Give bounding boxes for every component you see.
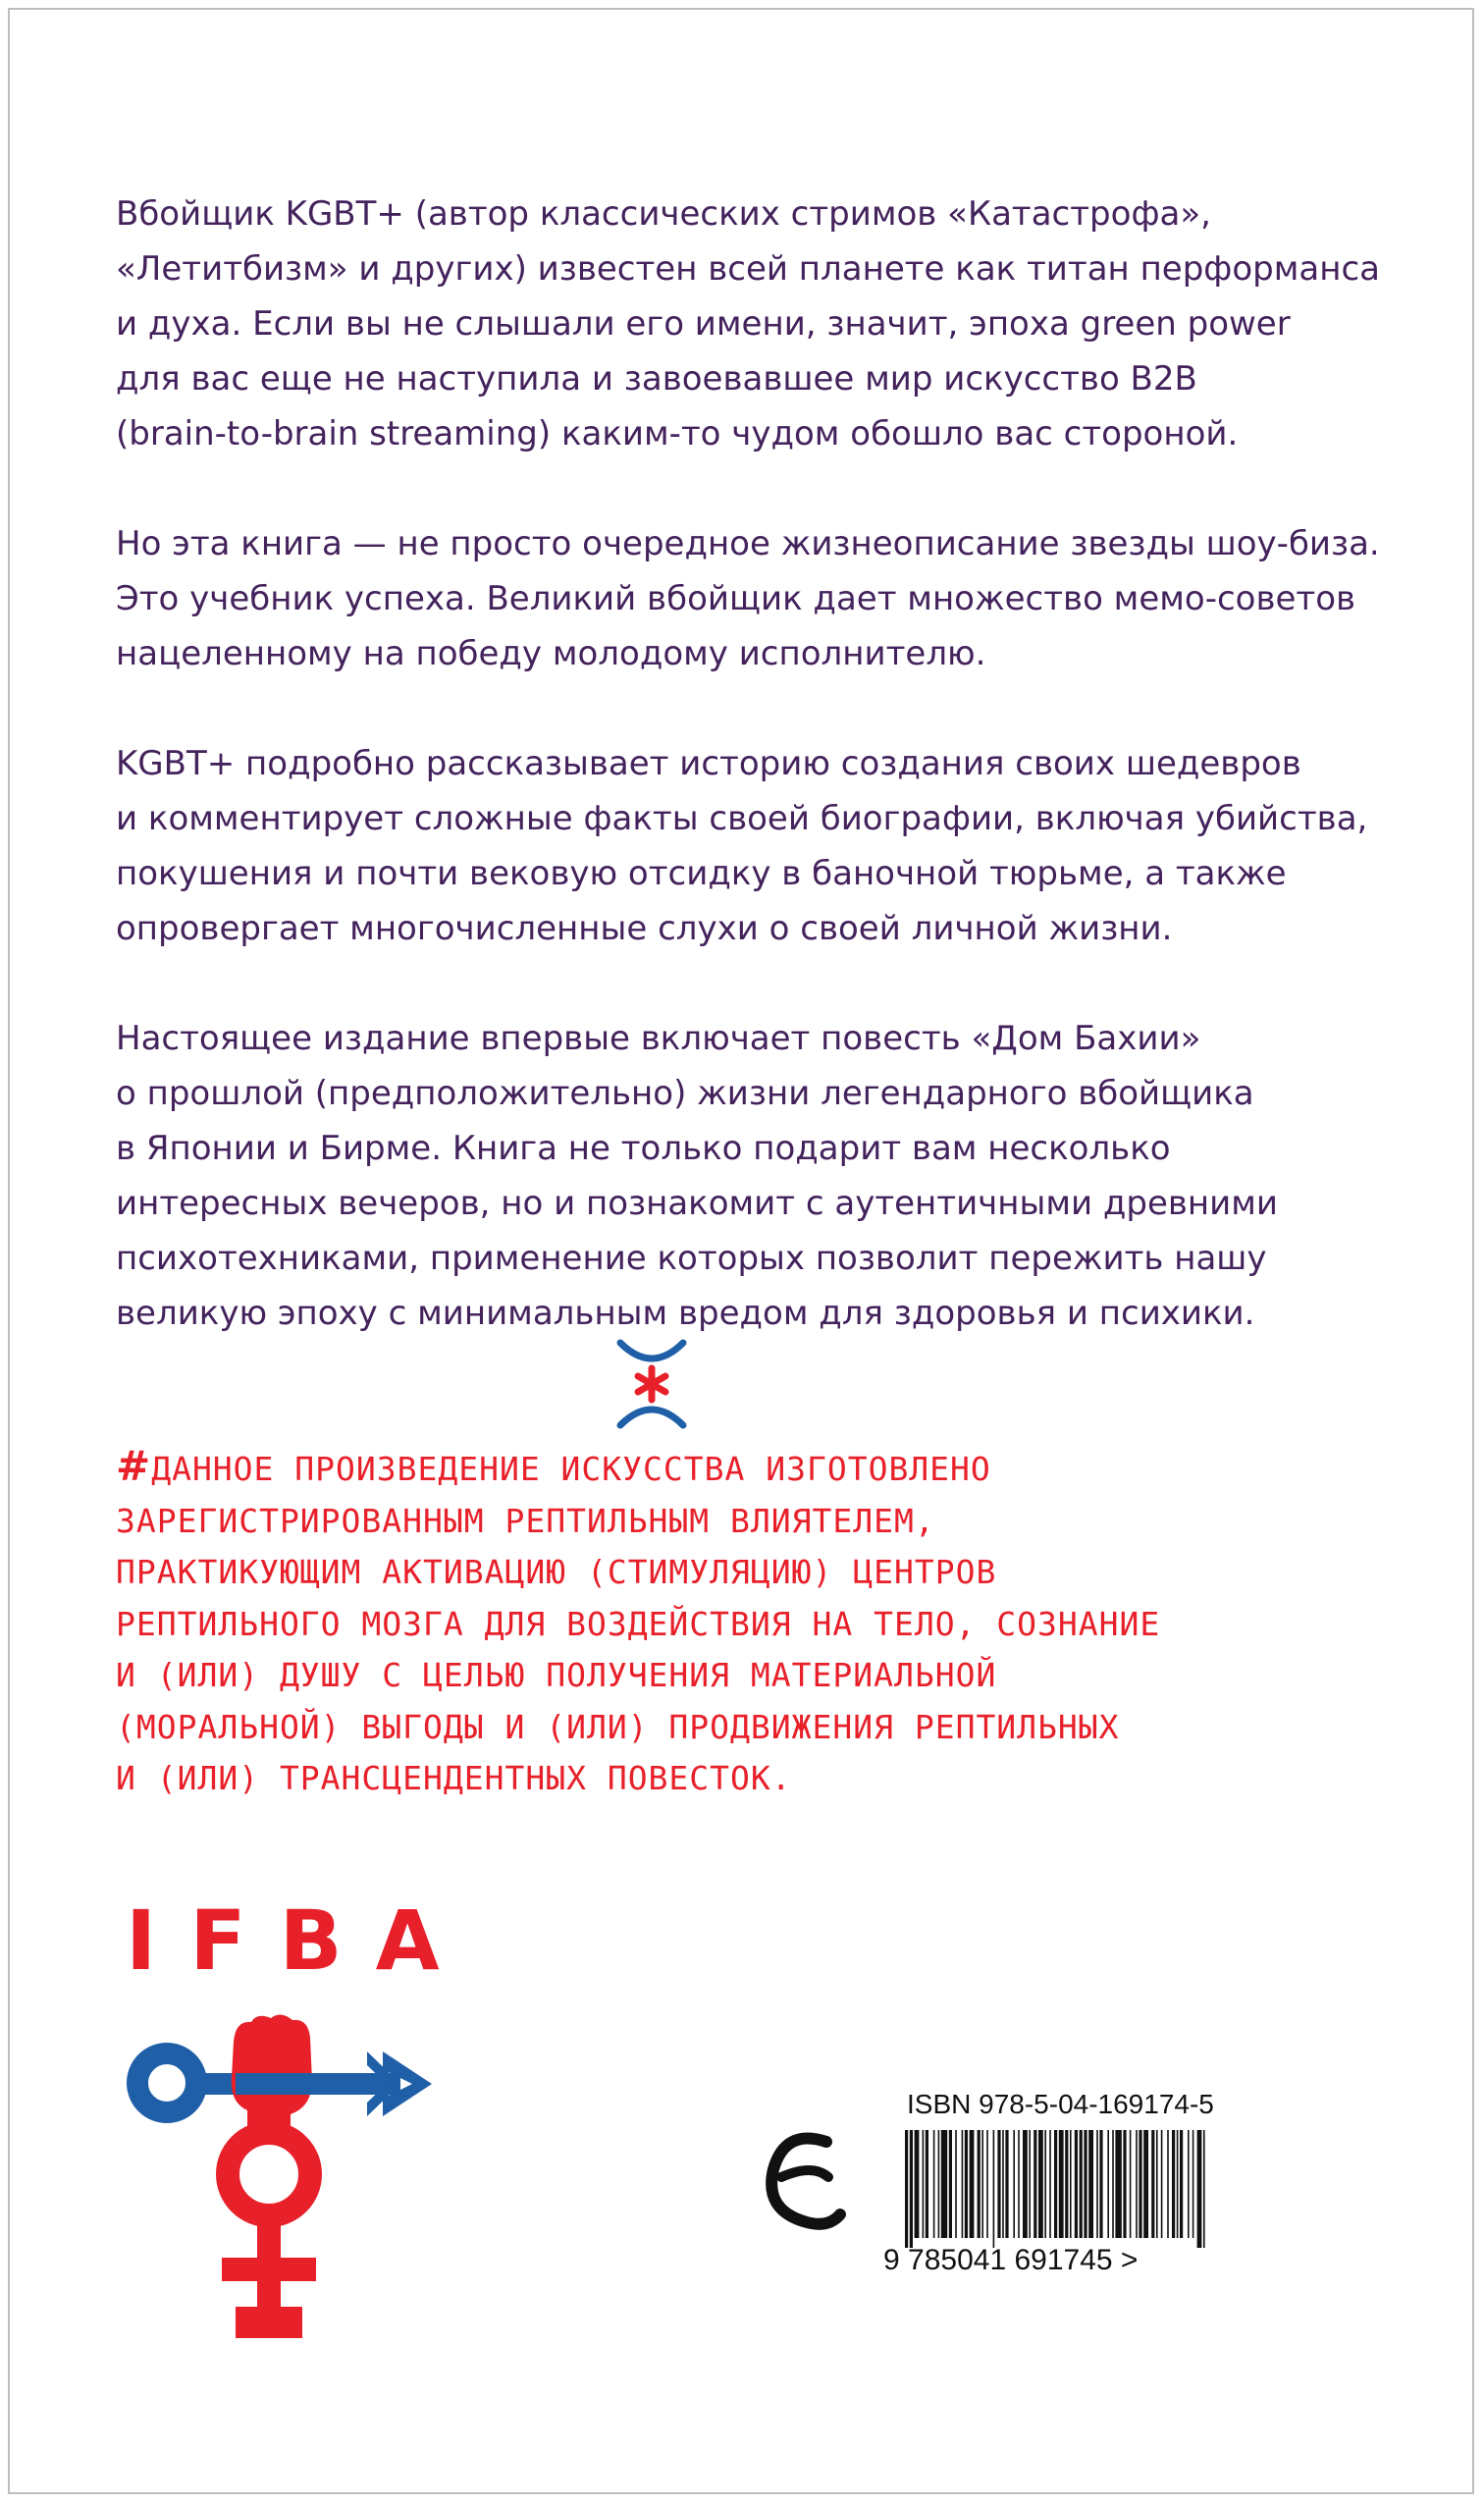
warning-line: И (ИЛИ) ТРАНСЦЕНДЕНТНЫХ ПОВЕСТОК. bbox=[116, 1759, 792, 1797]
hash-icon: # bbox=[116, 1442, 152, 1490]
warning-line: ПРАКТИКУЮЩИМ АКТИВАЦИЮ (СТИМУЛЯЦИЮ) ЦЕНТРОВ bbox=[116, 1553, 997, 1591]
warning-line: РЕПТИЛЬНОГО МОЗГА ДЛЯ ВОЗДЕЙСТВИЯ НА ТЕЛО, СОЗНАНИЕ bbox=[116, 1604, 1161, 1643]
blurb-line: KGBT+ подробно рассказывает историю создания своих шедевров bbox=[116, 744, 1301, 783]
warning-line-1 bbox=[116, 1441, 1411, 1496]
isbn-label: ISBN 978-5-04-169174-5 bbox=[907, 2089, 1214, 2119]
blurb-line: в Японии и Бирме. Книга не только подарит вам несколько bbox=[116, 1129, 1171, 1168]
blurb-line: нацеленному на победу молодому исполнителю. bbox=[116, 634, 986, 673]
blurb-line: покушения и почти вековую отсидку в баночной тюрьме, а также bbox=[116, 854, 1287, 893]
blurb-line: психотехниками, применение которых позволит пережить нашу bbox=[116, 1239, 1267, 1278]
blurb-text bbox=[116, 186, 1392, 1396]
warning-line: И (ИЛИ) ДУШУ С ЦЕЛЬЮ ПОЛУЧЕНИЯ МАТЕРИАЛЬНОЙ bbox=[116, 1656, 997, 1694]
blurb-line: и комментирует сложные факты своей биографии, включая убийства, bbox=[116, 799, 1368, 838]
blurb-paragraph-3 bbox=[116, 736, 1392, 956]
blurb-line: опровергает многочисленные слухи о своей личной жизни. bbox=[116, 909, 1173, 948]
publisher-logo-icon bbox=[758, 2120, 846, 2238]
blurb-line: Настоящее издание впервые включает повесть «Дом Бахии» bbox=[116, 1019, 1201, 1058]
blurb-line: Это учебник успеха. Великий вбойщик дает множество мемо-советов bbox=[116, 579, 1356, 618]
blurb-line: и духа. Если вы не слышали его имени, значит, эпоха green power bbox=[116, 304, 1291, 344]
blurb-line: Вбойщик KGBT+ (автор классических стримов «Катастрофа», bbox=[116, 194, 1211, 234]
blurb-paragraph-2 bbox=[116, 516, 1392, 681]
barcode-digits: 9 785041 691745 > bbox=[883, 2244, 1139, 2276]
blurb-line: для вас еще не наступила и завоевавшее мир искусство B2B bbox=[116, 359, 1197, 399]
blurb-line: Но эта книга — не просто очередное жизнеописание звезды шоу-биза. bbox=[116, 524, 1380, 563]
ifba-logo-text: IFBA bbox=[126, 1892, 473, 1989]
blurb-paragraph-4 bbox=[116, 1011, 1392, 1341]
blurb-line: (brain-to-brain streaming) каким-то чудом обошло вас стороной. bbox=[116, 414, 1239, 453]
ifba-key-fist-icon bbox=[126, 2012, 440, 2346]
ornament-asterisk-icon bbox=[614, 1335, 689, 1433]
barcode-icon bbox=[905, 2130, 1209, 2248]
blurb-line: «Летитбизм» и других) известен всей планете как титан перформанса bbox=[116, 249, 1380, 289]
blurb-line: о прошлой (предположительно) жизни легендарного вбойщика bbox=[116, 1074, 1254, 1113]
warning-line: ДАННОЕ ПРОИЗВЕДЕНИЕ ИСКУССТВА ИЗГОТОВЛЕНО bbox=[151, 1450, 991, 1488]
reptile-warning-notice bbox=[116, 1441, 1411, 1805]
blurb-paragraph-1 bbox=[116, 186, 1392, 461]
warning-line: ЗАРЕГИСТРИРОВАННЫМ РЕПТИЛЬНЫМ ВЛИЯТЕЛЕМ, bbox=[116, 1501, 935, 1540]
blurb-line: великую эпоху с минимальным вредом для здоровья и психики. bbox=[116, 1294, 1255, 1333]
warning-line: (МОРАЛЬНОЙ) ВЫГОДЫ И (ИЛИ) ПРОДВИЖЕНИЯ РЕПТИЛЬНЫХ bbox=[116, 1707, 1120, 1746]
blurb-line: интересных вечеров, но и познакомит с аутентичными древними bbox=[116, 1184, 1279, 1223]
